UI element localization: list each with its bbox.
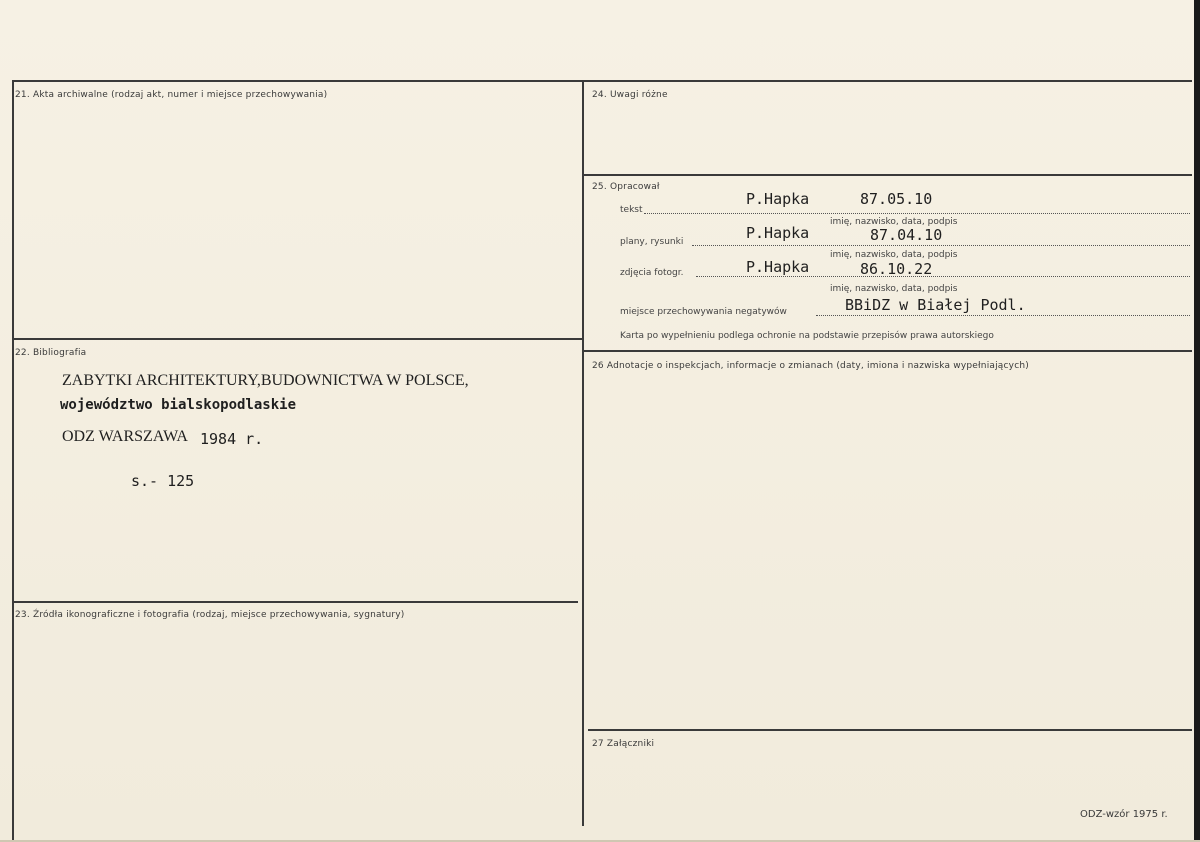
bibliography-publisher: ODZ WARSZAWA	[62, 428, 188, 445]
plany-caption: imię, nazwisko, data, podpis	[830, 250, 958, 260]
bibliography-pages: s.- 125	[131, 472, 195, 490]
negatives-line	[816, 315, 1190, 316]
center-divider	[582, 80, 584, 826]
section-21-label: 21. Akta archiwalne (rodzaj akt, numer i miejsce przechowywania)	[15, 90, 328, 100]
copyright-note: Karta po wypełnieniu podlega ochronie na podstawie przepisów prawa autorskiego	[620, 331, 994, 341]
zdjecia-label: zdjęcia fotogr.	[620, 268, 684, 278]
section-23-label: 23. Źródła ikonograficzne i fotografia (rodzaj, miejsce przechowywania, sygnatury)	[15, 610, 405, 620]
rule-25-26	[584, 350, 1192, 352]
tekst-caption: imię, nazwisko, data, podpis	[830, 217, 958, 227]
tekst-label: tekst	[620, 205, 643, 215]
section-27-label: 27 Załączniki	[592, 739, 655, 749]
tekst-date: 87.05.10	[860, 190, 933, 208]
rule-21-22	[12, 338, 582, 340]
plany-date: 87.04.10	[870, 226, 943, 244]
zdjecia-caption: imię, nazwisko, data, podpis	[830, 284, 958, 294]
rule-24-25	[584, 174, 1192, 176]
form-identifier: ODZ-wzór 1975 r.	[1080, 809, 1168, 820]
tekst-line	[644, 213, 1190, 214]
plany-author: P.Hapka	[746, 224, 810, 242]
section-26-label: 26 Adnotacje o inspekcjach, informacje o zmianach (daty, imiona i nazwiska wypełniających)	[592, 361, 1029, 371]
zdjecia-date: 86.10.22	[860, 260, 933, 278]
section-22-label: 22. Bibliografia	[15, 348, 87, 358]
bibliography-year: 1984 r.	[200, 430, 264, 448]
section-24-label: 24. Uwagi różne	[592, 90, 668, 100]
rule-26-27	[588, 729, 1192, 731]
negatives-location: BBiDZ w Białej Podl.	[845, 296, 1026, 314]
section-25-label: 25. Opracował	[592, 182, 660, 192]
zdjecia-author: P.Hapka	[746, 258, 810, 276]
negatives-label: miejsce przechowywania negatywów	[620, 307, 787, 317]
plany-line	[692, 245, 1190, 246]
bibliography-line-1: ZABYTKI ARCHITEKTURY,BUDOWNICTWA W POLSCE,	[62, 372, 469, 389]
plany-label: plany, rysunki	[620, 237, 684, 247]
top-rule	[12, 80, 1192, 82]
rule-22-23	[12, 601, 578, 603]
zdjecia-line	[696, 276, 1190, 277]
right-edge-shadow	[1194, 0, 1200, 842]
bibliography-line-2: województwo bialskopodlaskie	[60, 397, 297, 413]
left-border	[12, 80, 14, 842]
tekst-author: P.Hapka	[746, 190, 810, 208]
